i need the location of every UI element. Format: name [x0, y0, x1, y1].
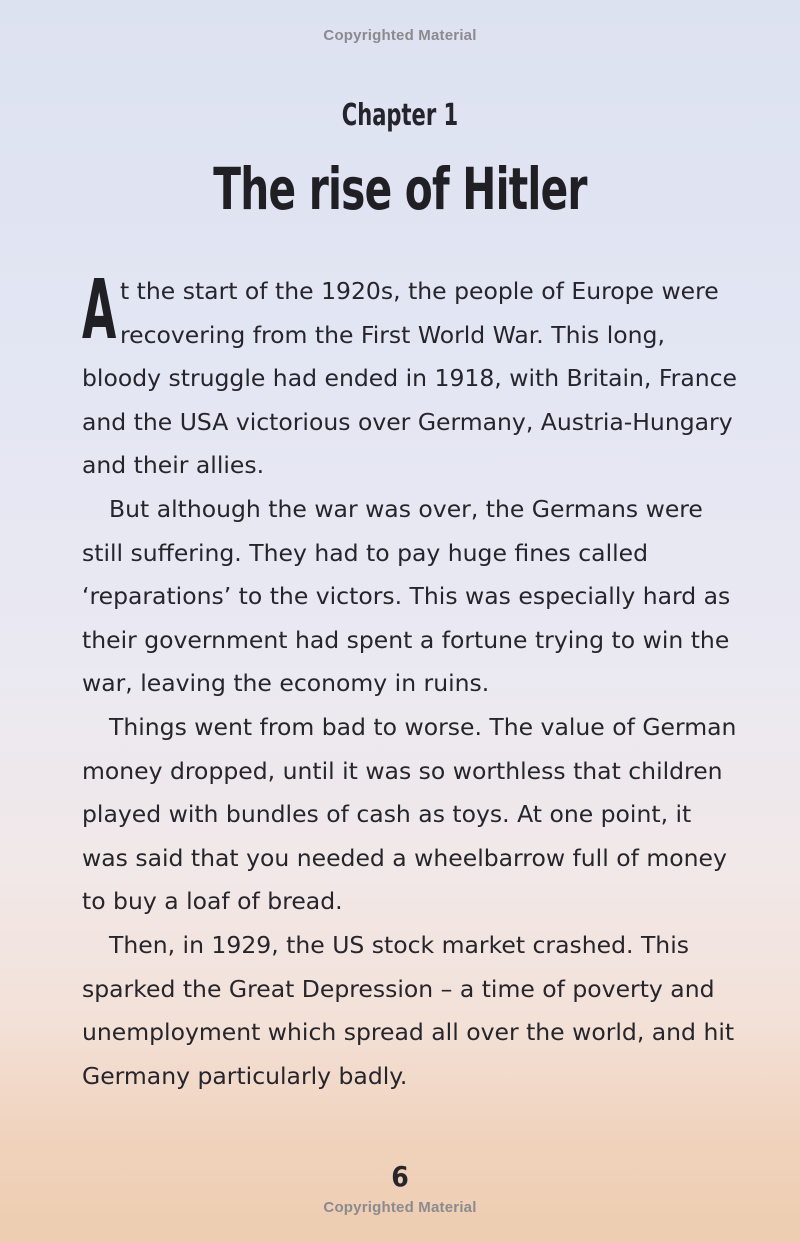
- chapter-label: Chapter 1: [341, 98, 459, 133]
- drop-cap: A: [82, 263, 117, 358]
- page-number: 6: [391, 1160, 409, 1193]
- paragraph-2: But although the war was over, the Germans were still suffering. They had to pay huge fines called ‘reparations’ to the victors. This was especially hard as their government had spent a fortune trying to win the war, leaving the economy in ruins.: [82, 494, 731, 698]
- paragraph-1-text: t the start of the 1920s, the people of Europe were recovering from the First World War. This long, bloody struggle had ended in 1918, with Britain, France and the USA victorious over Germany, Austria-Hungary and their allies.: [82, 277, 737, 480]
- paragraph-1: [82, 263, 742, 488]
- chapter-title: The rise of Hitler: [213, 155, 587, 223]
- copyright-watermark-bottom: Copyrighted Material: [323, 1199, 477, 1216]
- body-text: [82, 263, 742, 1098]
- paragraph-4: Then, in 1929, the US stock market crashed. This sparked the Great Depression – a time of poverty and unemployment which spread all over the world, and hit Germany particularly badly.: [82, 930, 735, 1090]
- paragraph-3: Things went from bad to worse. The value of German money dropped, until it was so worthless that children played with bundles of cash as toys. At one point, it was said that you needed a wheelbarrow full of money to buy a loaf of bread.: [82, 712, 737, 916]
- copyright-watermark-top: Copyrighted Material: [323, 27, 477, 44]
